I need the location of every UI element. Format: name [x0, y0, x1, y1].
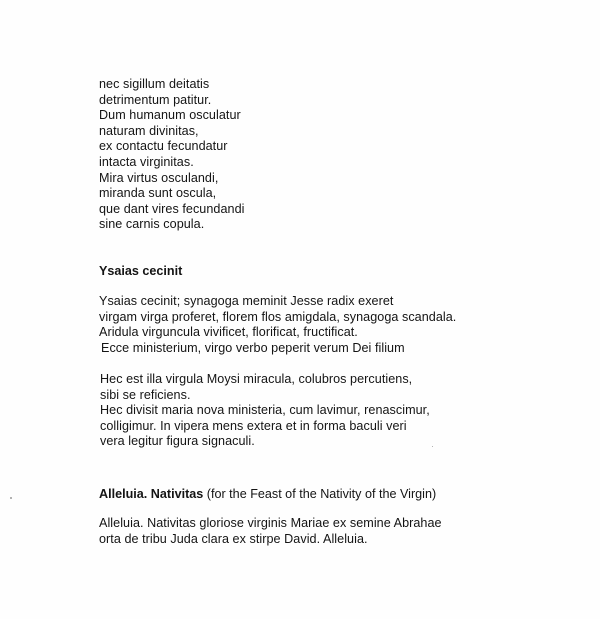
text-line: Aridula virguncula vivificet, florificat, fructificat.: [99, 325, 358, 340]
text-line: Alleluia. Nativitas gloriose virginis Mariae ex semine Abrahae: [99, 516, 442, 530]
poem-line: sine carnis copula.: [99, 217, 205, 232]
poem-line: naturam divinitas,: [99, 123, 199, 138]
section-heading-alleluia: [99, 487, 436, 503]
section-heading-title: Ysaias cecinit: [99, 264, 183, 278]
text-line: Hec divisit maria nova ministeria, cum lavimur, renascimur,: [100, 403, 430, 418]
poem-line: Mira virtus osculandi,: [99, 170, 219, 185]
text-line: virgam virga proferet, florem flos amigdala, synagoga scandala.: [99, 309, 457, 324]
alleluia-paragraph: [99, 516, 442, 547]
text-line: orta de tribu Juda clara ex stirpe David. Alleluia.: [99, 531, 368, 546]
ysaias-paragraph-2: [99, 372, 430, 450]
scan-speck: [432, 446, 433, 447]
poem-stanza: [99, 77, 244, 233]
scan-speck: [10, 497, 12, 499]
ysaias-paragraph-1: [99, 294, 456, 356]
section-heading-title: Alleluia. Nativitas: [99, 487, 204, 501]
poem-line: que dant vires fecundandi: [99, 201, 245, 216]
text-line: colligimur. In vipera mens extera et in forma baculi veri: [100, 418, 407, 433]
text-line: vera legitur figura signaculi.: [100, 434, 255, 449]
poem-line: nec sigillum deitatis: [99, 77, 210, 91]
text-line: sibi se reficiens.: [100, 387, 191, 402]
text-line: Ysaias cecinit; synagoga meminit Jesse radix exeret: [99, 294, 394, 308]
poem-line: Dum humanum osculatur: [99, 108, 241, 123]
section-heading-ysaias: [99, 264, 182, 280]
text-line: Hec est illa virgula Moysi miracula, colubros percutiens,: [100, 372, 413, 386]
poem-line: miranda sunt oscula,: [99, 186, 217, 201]
poem-line: ex contactu fecundatur: [99, 139, 228, 154]
section-heading-subtitle: (for the Feast of the Nativity of the Virgin): [203, 487, 437, 501]
text-line: Ecce ministerium, virgo verbo peperit verum Dei filium: [101, 340, 405, 355]
poem-line: detrimentum patitur.: [99, 92, 212, 107]
poem-line: intacta virginitas.: [99, 154, 194, 169]
